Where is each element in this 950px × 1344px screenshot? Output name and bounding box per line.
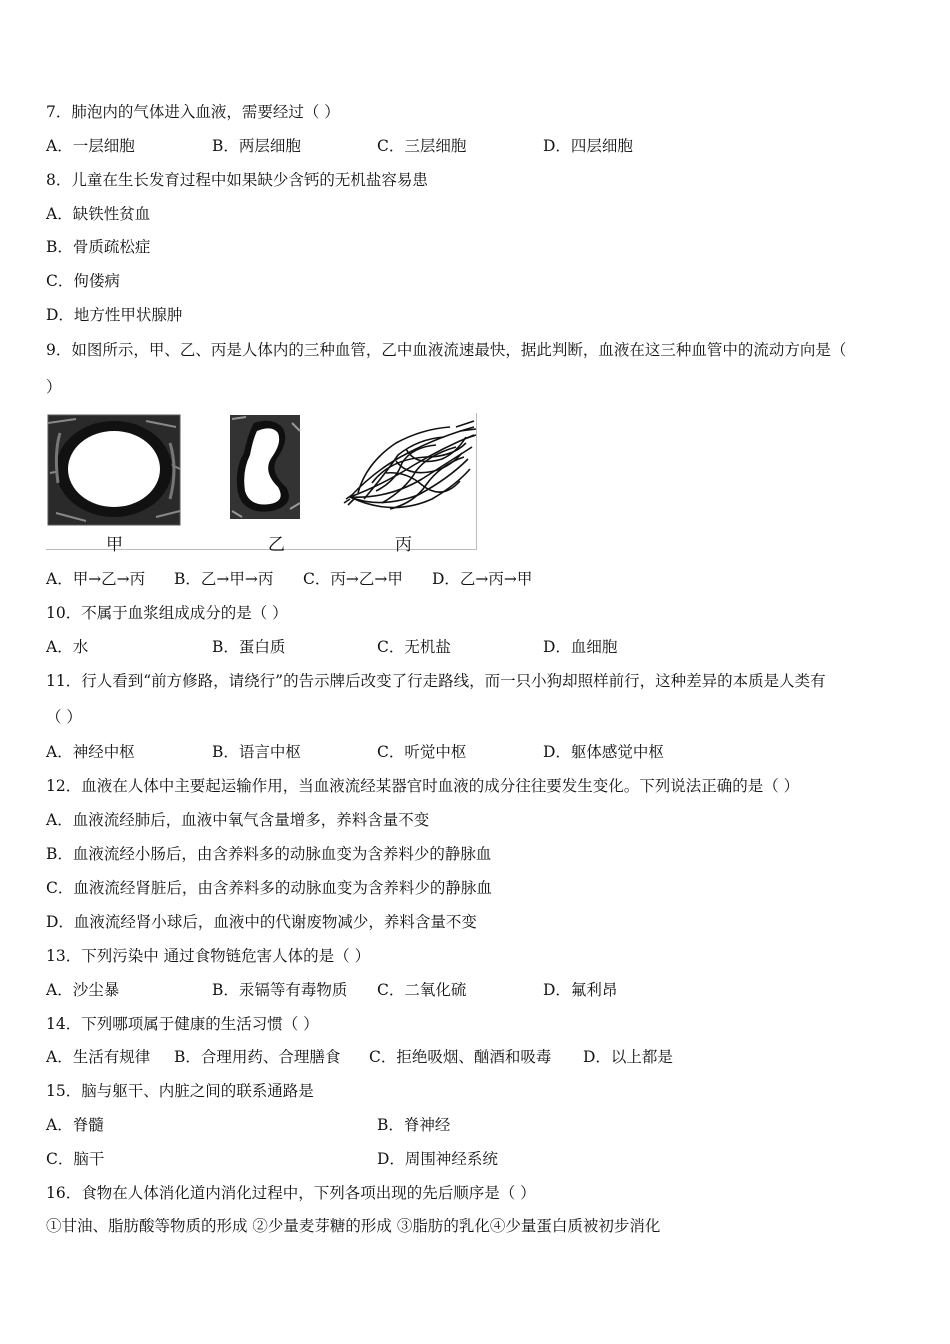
question-12-option-a[interactable]: A．血液流经肺后，血液中氧气含量增多，养料含量不变	[46, 811, 430, 829]
question-16-stem: 16．食物在人体消化道内消化过程中，下列各项出现的先后顺序是（ ）	[46, 1184, 536, 1202]
question-9-option-a[interactable]: A．甲→乙→丙	[46, 570, 146, 588]
question-10-stem: 10．不属于血浆组成成分的是（ ）	[46, 604, 288, 622]
question-16-items: ①甘油、脂肪酸等物质的形成 ②少量麦芽糖的形成 ③脂肪的乳化④少量蛋白质被初步消化	[46, 1217, 661, 1235]
question-7-option-a[interactable]: A．一层细胞	[46, 137, 135, 155]
question-13-options	[46, 980, 846, 1000]
question-12-option-b[interactable]: B．血液流经小肠后，由含养料多的动脉血变为含养料少的静脉血	[46, 845, 492, 863]
question-8-option-d[interactable]: D．地方性甲状腺肿	[46, 306, 183, 324]
question-11-option-d[interactable]: D．躯体感觉中枢	[543, 743, 664, 761]
caption-bing: 丙	[395, 535, 412, 555]
vessel-bing-capillary	[344, 421, 476, 509]
question-7-option-c[interactable]: C．三层细胞	[377, 137, 467, 155]
question-10-option-a[interactable]: A．水	[46, 638, 89, 656]
question-12-stem: 12．血液在人体中主要起运输作用，当血液流经某器官时血液的成分往往要发生变化。下列说法正确的是（ ）	[46, 777, 800, 795]
question-13-option-a[interactable]: A．沙尘暴	[46, 981, 120, 999]
question-9-options	[46, 569, 846, 589]
question-13-option-b[interactable]: B．汞镉等有毒物质	[212, 981, 348, 999]
question-14-options	[46, 1047, 846, 1067]
question-12-option-c[interactable]: C．血液流经肾脏后，由含养料多的动脉血变为含养料少的静脉血	[46, 879, 492, 897]
question-8-option-b[interactable]: B．骨质疏松症	[46, 238, 151, 256]
question-11-option-b[interactable]: B．语言中枢	[212, 743, 301, 761]
question-9-stem-line1: 9．如图所示，甲、乙、丙是人体内的三种血管，乙中血液流速最快，据此判断，血液在这三种血管中的流动方向是（	[46, 341, 847, 359]
question-8-option-a[interactable]: A．缺铁性贫血	[46, 205, 151, 223]
question-9-option-d[interactable]: D．乙→丙→甲	[432, 570, 533, 588]
caption-yi: 乙	[268, 535, 285, 555]
question-15-options-row1	[46, 1115, 846, 1135]
blood-vessel-illustration	[46, 413, 476, 549]
question-14-option-d[interactable]: D．以上都是	[583, 1048, 673, 1066]
vessel-yi-vein	[230, 415, 300, 519]
question-8-option-c[interactable]: C．佝偻病	[46, 272, 120, 290]
question-14-option-b[interactable]: B．合理用药、合理膳食	[174, 1048, 341, 1066]
question-11-option-c[interactable]: C．听觉中枢	[377, 743, 467, 761]
question-13-option-c[interactable]: C．二氧化硫	[377, 981, 467, 999]
question-9-stem-line2: ）	[46, 378, 62, 396]
question-8-stem: 8．儿童在生长发育过程中如果缺少含钙的无机盐容易患	[46, 171, 428, 189]
question-15-option-b[interactable]: B．脊神经	[377, 1116, 451, 1134]
question-11-stem-line1: 11．行人看到“前方修路，请绕行”的告示牌后改变了行走路线，而一只小狗却照样前行，这种差异的本质是人类有	[46, 672, 826, 690]
question-11-option-a[interactable]: A．神经中枢	[46, 743, 135, 761]
question-11-stem-line2: （ ）	[46, 708, 82, 726]
vessel-jia-artery	[48, 415, 180, 525]
question-13-option-d[interactable]: D．氟利昂	[543, 981, 618, 999]
question-9-option-b[interactable]: B．乙→甲→丙	[174, 570, 274, 588]
question-15-stem: 15．脑与躯干、内脏之间的联系通路是	[46, 1082, 314, 1100]
question-10-options	[46, 637, 846, 657]
question-7-options	[46, 136, 846, 156]
question-7-option-b[interactable]: B．两层细胞	[212, 137, 301, 155]
question-11-options	[46, 742, 846, 762]
question-9-option-c[interactable]: C．丙→乙→甲	[303, 570, 403, 588]
question-12-option-d[interactable]: D．血液流经肾小球后，血液中的代谢废物减少，养料含量不变	[46, 913, 477, 931]
question-14-option-c[interactable]: C．拒绝吸烟、酗酒和吸毒	[369, 1048, 552, 1066]
question-7-stem: 7．肺泡内的气体进入血液，需要经过（ ）	[46, 103, 340, 121]
question-10-option-d[interactable]: D．血细胞	[543, 638, 618, 656]
question-15-option-d[interactable]: D．周围神经系统	[377, 1150, 498, 1168]
question-14-stem: 14．下列哪项属于健康的生活习惯（ ）	[46, 1015, 319, 1033]
question-15-option-c[interactable]: C．脑干	[46, 1150, 105, 1168]
question-7-option-d[interactable]: D．四层细胞	[543, 137, 633, 155]
caption-jia: 甲	[106, 535, 123, 555]
question-15-options-row2	[46, 1149, 846, 1169]
question-14-option-a[interactable]: A．生活有规律	[46, 1048, 151, 1066]
question-13-stem: 13．下列污染中 通过食物链危害人体的是（ ）	[46, 947, 371, 965]
blood-vessel-figure	[46, 413, 477, 555]
question-15-option-a[interactable]: A．脊髓	[46, 1116, 104, 1134]
question-10-option-c[interactable]: C．无机盐	[377, 638, 451, 656]
question-10-option-b[interactable]: B．蛋白质	[212, 638, 286, 656]
